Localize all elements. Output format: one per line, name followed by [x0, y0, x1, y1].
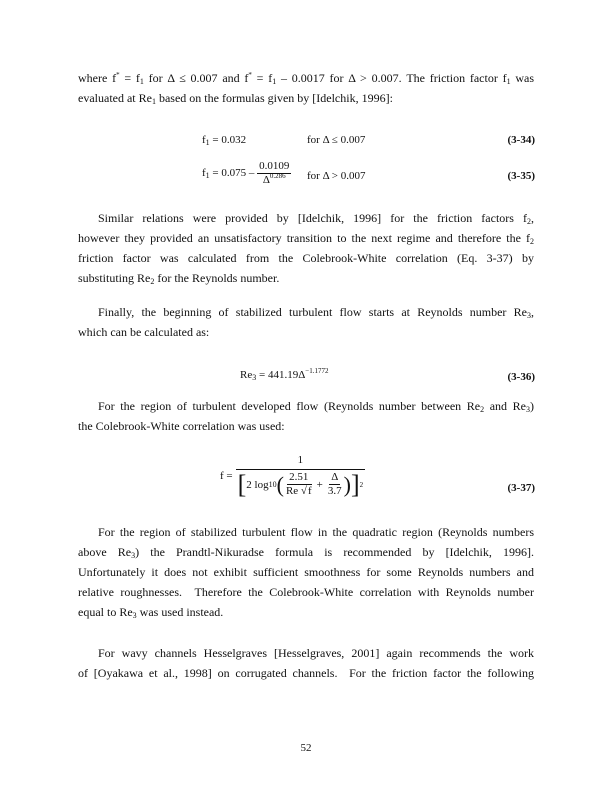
- text-line: evaluated at $Re_1$ based on the formulas given by [Idelchik, 1996]:: [78, 91, 393, 106]
- denominator: 3.7: [327, 485, 342, 497]
- text-line: which can be calculated as:: [78, 325, 210, 339]
- denominator: Re √f: [285, 485, 312, 497]
- numerator: Δ: [331, 471, 339, 483]
- text-line: Unfortunately it does not exhibit sufficient smoothness for some Reynolds numbers and: [78, 565, 534, 579]
- paragraph-stabilized-flow: [78, 302, 534, 342]
- equation-3-35-condition: for Δ > 0.007: [307, 170, 366, 182]
- text-line: For the region of turbulent developed flow (Reynolds number between $Re_2$ and $Re_3$): [98, 399, 535, 414]
- equation-3-34-condition: for Δ ≤ 0.007: [307, 134, 366, 146]
- paragraph-wavy-channels: [78, 643, 534, 683]
- equation-3-36: [240, 369, 328, 381]
- inner-fraction-1: [284, 471, 314, 498]
- log-coefficient: 2 log: [246, 478, 269, 491]
- text-line: friction factor was calculated from the Colebrook-White correlation (Eq. 3-37) by: [78, 251, 534, 265]
- fraction: [257, 160, 291, 187]
- denominator: [ 2 log 10 ( $\frac{2.51}{Re √f}$ + $\frac{\Delta}{3.7}$ ) ] 2: [237, 469, 364, 499]
- right-paren: ): [343, 471, 351, 497]
- paragraph-intro: [78, 68, 534, 108]
- text-line: of [Oyakawa et al., 1998] on corrugated channels. For the friction factor the following: [78, 666, 534, 680]
- equation-number: (3-34): [507, 134, 535, 146]
- text-line: above $Re_3$) the Prandtl-Nikuradse formula is recommended by [Idelchik, 1996].: [78, 545, 534, 560]
- eq-rhs-prefix: = 0.075 –: [212, 167, 255, 180]
- paragraph-developed-flow: [78, 396, 534, 436]
- text-line: Finally, the beginning of stabilized turbulent flow starts at Reynolds number $Re_3$,: [98, 305, 534, 320]
- paragraph-quadratic-region: [78, 522, 534, 622]
- exponent: 0.286: [269, 172, 286, 180]
- equation-3-34: [202, 134, 246, 146]
- paragraph-similar-relations: [78, 208, 534, 288]
- eq-rhs: = 441.19Δ: [258, 369, 306, 381]
- eq-lhs: f: [202, 134, 206, 146]
- text-line: where $f^* = f_1$ for Δ ≤ 0.007 and $f^* = f_1 - 0.0017$ for Δ > 0.007. The friction factor $f_1$ was: [78, 71, 535, 86]
- equation-number: (3-36): [507, 371, 535, 383]
- eq-rhs: = 0.032: [212, 134, 247, 146]
- numerator: 2.51: [289, 471, 309, 483]
- denominator: [261, 174, 288, 187]
- text-line: For wavy channels Hesselgraves [Hesselgraves, 2001] again recommends the work: [98, 646, 534, 660]
- right-bracket: ]: [350, 469, 360, 499]
- equation-number: (3-35): [507, 170, 535, 182]
- reynolds-symbol: Re: [285, 485, 299, 497]
- fraction: [236, 454, 365, 498]
- sqrt-radicand: f: [307, 485, 312, 497]
- text-line: the Colebrook-White correlation was used:: [78, 419, 285, 433]
- page-number: 52: [300, 742, 312, 754]
- left-bracket: [: [237, 469, 247, 499]
- eq-lhs-sub: 3: [252, 373, 257, 382]
- eq-lhs-sub: 1: [205, 138, 210, 147]
- delta-symbol: Δ: [262, 174, 270, 186]
- inner-fraction-2: [326, 471, 344, 498]
- text-line: equal to $Re_3$ was used instead.: [78, 605, 224, 620]
- numerator: 0.0109: [259, 160, 290, 172]
- text-line: Similar relations were provided by [Idelchik, 1996] for the friction factors $f_2$,: [98, 211, 534, 226]
- equation-number: (3-37): [507, 482, 535, 494]
- exponent: −1.1772: [305, 367, 329, 375]
- text-line: For the region of stabilized turbulent flow in the quadratic region (Reynolds numbers: [98, 525, 534, 539]
- text-line: relative roughnesses. Therefore the Colebrook-White correlation with Reynolds number: [78, 585, 534, 599]
- plus-sign: +: [316, 478, 323, 491]
- text-line: however they provided an unsatisfactory transition to the next regime and therefore the $f_2$: [78, 231, 534, 246]
- eq-lhs: Re: [240, 369, 253, 381]
- left-paren: (: [276, 471, 284, 497]
- eq-lhs: f =: [220, 470, 233, 482]
- equation-3-37: [220, 454, 365, 498]
- numerator: 1: [236, 454, 365, 470]
- equation-3-35: [202, 160, 291, 187]
- eq-lhs: f: [202, 167, 206, 180]
- eq-lhs-sub: 1: [205, 171, 210, 181]
- text-line: substituting $Re_2$ for the Reynolds number.: [78, 271, 280, 286]
